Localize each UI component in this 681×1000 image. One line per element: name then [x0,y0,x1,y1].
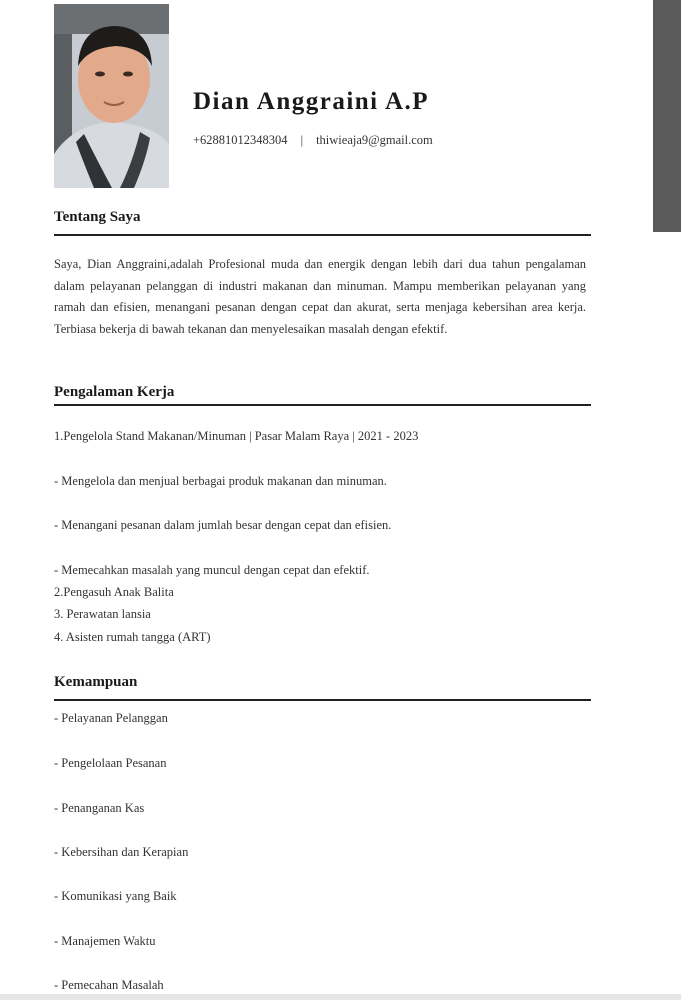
skill-item: - Penanganan Kas [54,801,145,815]
phone-number: +62881012348304 [193,133,288,147]
section-title-experience: Pengalaman Kerja [54,384,175,400]
section-title-about: Tentang Saya [54,209,141,225]
skill-item: - Pengelolaan Pesanan [54,756,167,770]
contact-separator: | [300,133,304,147]
skill-item: - Manajemen Waktu [54,934,156,948]
contact-line [193,133,433,148]
skill-item: - Kebersihan dan Kerapian [54,845,189,859]
experience-item: 4. Asisten rumah tangga (ART) [54,630,211,644]
candidate-name: Dian Anggraini A.P [193,88,430,115]
page-bottom-edge [0,994,681,1000]
experience-item: 1.Pengelola Stand Makanan/Minuman | Pasar Malam Raya | 2021 - 2023 [54,429,419,443]
experience-item: 3. Perawatan lansia [54,607,151,621]
about-paragraph: Saya, Dian Anggraini,adalah Profesional muda dan energik dengan lebih dari dua tahun pengalaman dalam pelayanan pelanggan di industri makanan dan minuman. Mampu memberikan pelayanan yang ramah dan efisien, menangani pesanan dengan cepat dan akurat, serta menjaga kebersihan area kerja. Terbiasa bekerja di bawah tekanan dan menyelesaikan masalah dengan efektif. [54,257,586,336]
section-title-skills: Kemampuan [54,674,138,690]
scrollbar-thumb[interactable] [653,0,681,232]
experience-item: 2.Pengasuh Anak Balita [54,585,174,599]
section-divider-about [54,234,591,236]
profile-photo [54,4,169,188]
experience-item: - Memecahkan masalah yang muncul dengan cepat dan efektif. [54,563,370,577]
skill-item: - Pemecahan Masalah [54,978,164,992]
experience-item: - Mengelola dan menjual berbagai produk makanan dan minuman. [54,474,387,488]
experience-item: - Menangani pesanan dalam jumlah besar dengan cepat dan efisien. [54,518,392,532]
skill-item: - Komunikasi yang Baik [54,889,177,903]
section-divider-experience [54,404,591,406]
skill-item: - Pelayanan Pelanggan [54,711,168,725]
email-address: thiwieaja9@gmail.com [316,133,433,147]
section-divider-skills [54,699,591,701]
